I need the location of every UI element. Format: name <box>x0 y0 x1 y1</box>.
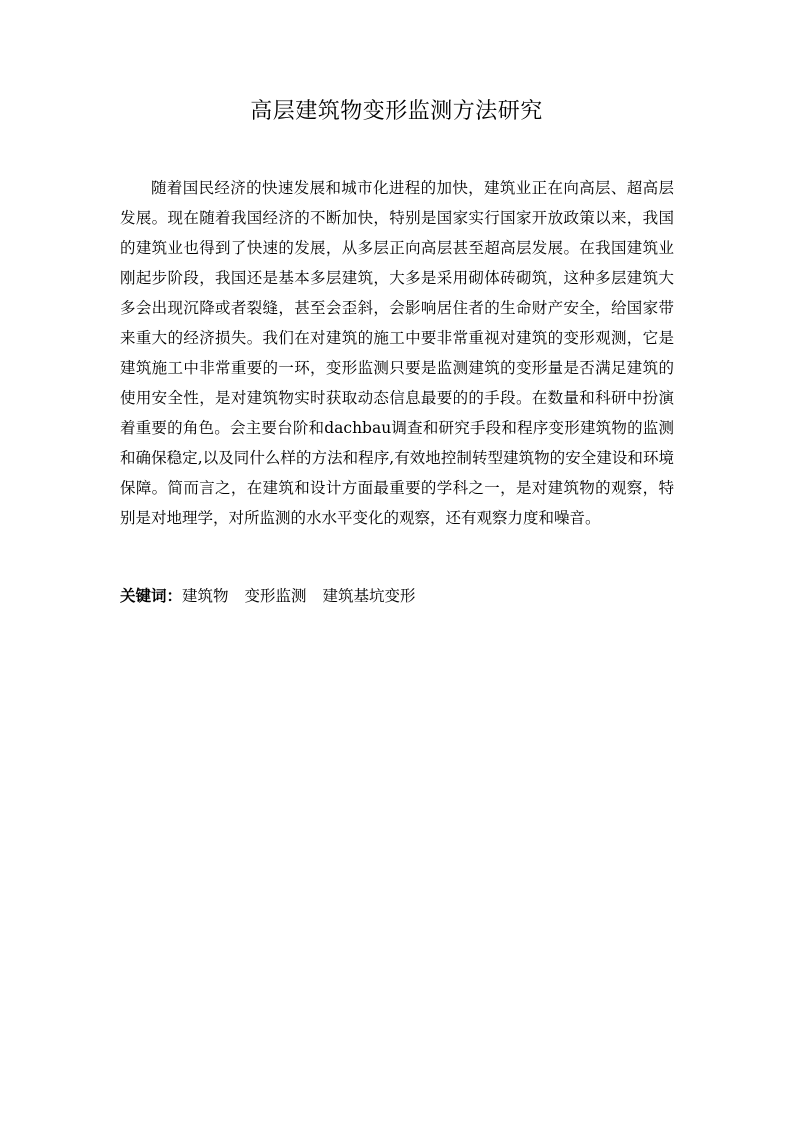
keywords-label: 关键词： <box>120 587 183 605</box>
keywords-line <box>120 581 674 611</box>
abstract-paragraph: 随着国民经济的快速发展和城市化进程的加快，建筑业正在向高层、超高层发展。现在随着我国经济的不断加快，特别是国家实行国家开放政策以来，我国的建筑业也得到了快速的发展，从多层正向高层甚至超高层发展。在我国建筑业刚起步阶段，我国还是基本多层建筑，大多是采用砌体砖砌筑，这种多层建筑大多会出现沉降或者裂缝，甚至会歪斜，会影响居住者的生命财产安全，给国家带来重大的经济损失。我们在对建筑的施工中要非常重视对建筑的变形观测，它是建筑施工中非常重要的一环，变形监测只要是监测建筑的变形量是否满足建筑的使用安全性，是对建筑物实时获取动态信息最要的的手段。在数量和科研中扮演着重要的角色。会主要台阶和dachbau调查和研究手段和程序变形建筑物的监测和确保稳定,以及同什么样的方法和程序,有效地控制转型建筑物的安全建设和环境保障。简而言之，在建筑和设计方面最重要的学科之一，是对建筑物的观察，特别是对地理学，对所监测的水水平变化的观察，还有观察力度和噪音。 <box>120 179 674 527</box>
keyword-item: 变形监测 <box>244 587 307 605</box>
document-title: 高层建筑物变形监测方法研究 <box>250 99 543 124</box>
keyword-item: 建筑物 <box>182 587 229 605</box>
keyword-item: 建筑基坑变形 <box>322 587 416 605</box>
